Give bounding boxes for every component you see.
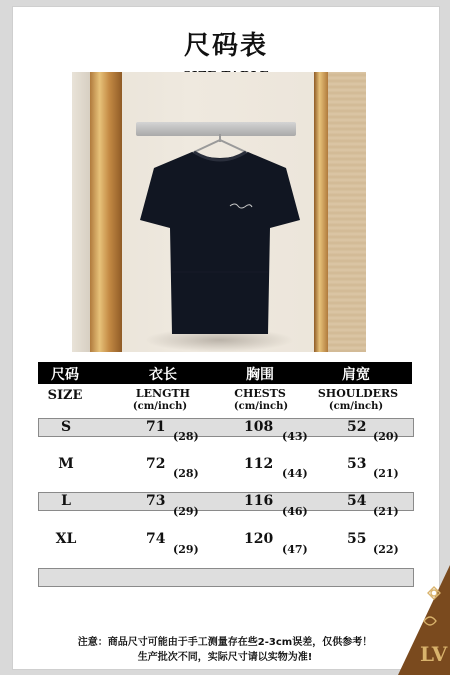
tshirt-icon	[72, 72, 366, 352]
table-row-size: M	[58, 456, 74, 472]
chest-inch: (43)	[282, 430, 308, 443]
col-header-length-en: LENGTH	[135, 387, 191, 400]
shoulder-cm: 52	[347, 419, 367, 435]
chest-cm: 120	[244, 531, 274, 547]
table-row-size: XL	[55, 531, 77, 547]
table-row-band-empty	[38, 568, 414, 587]
length-inch: (29)	[173, 543, 199, 556]
col-header-shoulder-en: SHOULDERS	[317, 387, 399, 400]
chest-cm: 116	[244, 493, 274, 509]
footer-note: 生产批次不同，实际尺寸请以实物为准!	[137, 652, 313, 663]
product-photo	[72, 72, 366, 352]
lv-monogram-corner-icon	[390, 565, 450, 675]
length-cm: 71	[146, 419, 166, 435]
shoulder-cm: 55	[347, 531, 367, 547]
length-cm: 73	[146, 493, 166, 509]
length-inch: (28)	[173, 467, 199, 480]
shoulder-inch: (20)	[373, 430, 399, 443]
chest-cm: 112	[244, 456, 274, 472]
length-cm: 72	[146, 456, 166, 472]
footer-note: 注意：商品尺寸可能由于手工测量存在些2-3cm误差，仅供参考！	[77, 637, 373, 648]
col-header-chest-en: CHESTS	[234, 387, 286, 400]
chest-inch: (47)	[282, 543, 308, 556]
col-header-shoulder-cn: 肩宽	[342, 367, 370, 383]
col-header-size-cn: 尺码	[51, 367, 79, 383]
svg-text:LV: LV	[420, 642, 448, 666]
col-header-size-en: SIZE	[47, 388, 83, 403]
shoulder-cm: 53	[347, 456, 367, 472]
table-row-size: L	[61, 493, 71, 509]
length-inch: (29)	[173, 505, 199, 518]
length-cm: 74	[146, 531, 166, 547]
table-header-bar	[38, 362, 412, 384]
chest-inch: (46)	[282, 505, 308, 518]
shoulder-inch: (21)	[373, 467, 399, 480]
col-header-length-unit: (cm/inch)	[132, 401, 188, 412]
shoulder-inch: (22)	[373, 543, 399, 556]
table-row-size: S	[60, 419, 72, 435]
col-header-chest-unit: (cm/inch)	[233, 401, 289, 412]
col-header-length-cn: 衣长	[149, 367, 177, 383]
chest-inch: (44)	[282, 467, 308, 480]
length-inch: (28)	[173, 430, 199, 443]
col-header-chest-cn: 胸围	[246, 367, 274, 383]
shoulder-inch: (21)	[373, 505, 399, 518]
chest-cm: 108	[244, 419, 274, 435]
page-title: 尺码表	[183, 31, 268, 61]
col-header-shoulder-unit: (cm/inch)	[328, 401, 384, 412]
shoulder-cm: 54	[347, 493, 367, 509]
